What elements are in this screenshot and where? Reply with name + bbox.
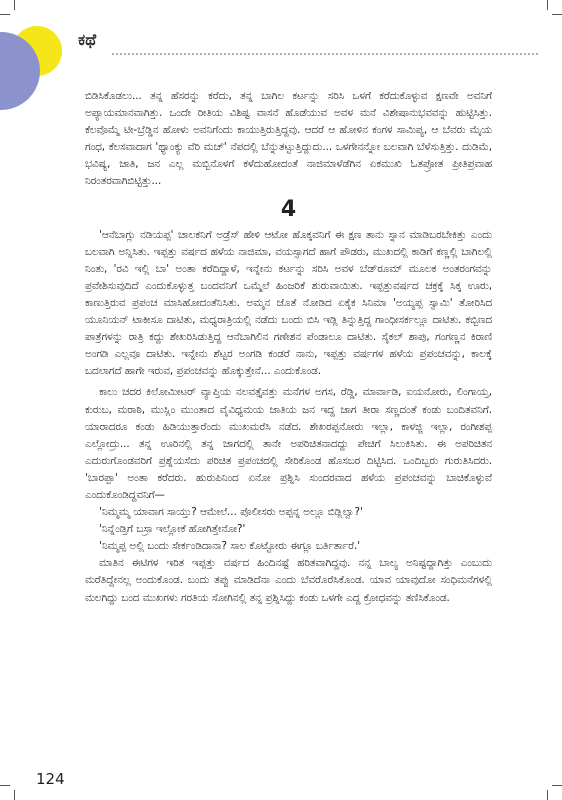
dialogue-line: 'ನಿಮ್ಮಮ್ಮ ಯಾವಾಗ ಸಾಯ್ತು? ಆಮೇಲೆ... ಪೊಲೀಸರು ಅಪ್ಪನ್ನ ಅಲ್ಲೂ ಬಿಡ್ಲಿಲ್ವಾ?' <box>99 506 363 519</box>
crop-mark <box>547 0 548 10</box>
crop-mark <box>0 785 10 786</box>
article-body <box>85 88 492 607</box>
header-dotted-rule <box>112 53 538 55</box>
crop-mark <box>14 790 15 800</box>
page-number: 124 <box>36 770 65 788</box>
paragraph: ಮಾತಿನ ಈಟಿಗಳ ಇರಿತ ಇಪ್ಪತ್ತು ವರ್ಷದ ಹಿಂದಿನಷ್ಟೆ ಹರಿತವಾಗಿದ್ದವು. ನನ್ನ ಬಾಲ್ಯ ಅನಿಷ್ಟದ್ದಾಗಿತ್ತು ಎಂಬುದು ಮರೆತಿದ್ದೇನಲ್ಲ ಅಂದುಕೊಂಡ. ಬಂದು ತಪ್ಪು ಮಾಡಿದೆನಾ ಎಂದು ಬೆವರೊರೆಸಿಕೊಂಡ. ಯಾವ ಯಾವುದೋ ಸಂಧಿಮನೆಗಳಲ್ಲಿ ಮಲಗಿದ್ದು ಬಂದ ಮುಖಗಳು ಗರತಿಯ ಸೋಗಿನಲ್ಲಿ ತನ್ನ ಪ್ರಶ್ನಿಸಿದ್ದು ಕಂಡು ಒಳಗೇ ಎದ್ದ ಕ್ರೋಧವನ್ನು ತಣಿಸಿಕೊಂಡ. <box>85 557 492 604</box>
crop-mark <box>552 785 562 786</box>
dialogue-line: 'ನಿಮ್ಮಪ್ಪ ಅಲ್ಲಿ ಬಂದು ಸೇರ್ಕಂಡಿದಾನಾ? ಸಾಲ ಕೊಟ್ಟೋರು ಈಗ್ಲೂ ಬರ್ತಿರ್ತಾರೆ.' <box>99 540 361 553</box>
section-header-title: ಕಥೆ <box>78 30 97 49</box>
section-number: 4 <box>280 196 297 222</box>
paragraph: ಬಿಡಿಸಿಕೊಡಲು... ತನ್ನ ಹೆಸರನ್ನು ಕರೆದು, ತನ್ನ ಬಾಗಿಲ ಕರ್ಟನ್ನು ಸರಿಸಿ ಒಳಗೆ ಕರೆದುಕೊಳ್ಳುವ ಕ್ಷಣವೇ ಅವನಿಗೆ ಅಪ್ಯಾಯಮಾನವಾಗಿತ್ತು. ಒಂದೇ ರೀತಿಯ ವಿಶಿಷ್ಟ ವಾಸನೆ ಹೊಡೆಯುವ ಅವಳ ಮನೆ ವಿಶೇಷಾನುಭವವನ್ನು ಹುಟ್ಟಿಸಿತ್ತು. ಕೆಲವೊಮ್ಮೆ ಟೀ-ಬ್ರೆಡ್ಡಿನ ಹೋಳು ಅವನಿಗೆಂದು ಕಾಯುತ್ತಿರುತ್ತಿದ್ದವು. ಆದರೆ ಆ ಹೋಳಿನ ಕಂಗಳ ಸಾಮಿಪ್ಯ, ಆ ಬೆವರು ಮೈಯ ಗಂಧ, ಕೆಲಸವಾದಾಗ 'ಥ್ಯಾಂಕ್ಯು ವೆರಿ ಮಚ್' ನೆಪದಲ್ಲಿ ಬೆನ್ನುತಟ್ಟುತ್ತಿದ್ದುದು... ಒಳಗೇನನ್ನೋ ಬಲವಾಗಿ ಬೆಳೆಸುತ್ತಿತ್ತು. ದುಡಿಮೆ, ಭವಿಷ್ಯ, ಜಾತಿ, ಜನ ಎಲ್ಲ ಮಬ್ಬಿನೊಳಗೆ ಕಳೆದುಹೋದಂತೆ ನಾಜಿಮಾಳೆಡೆಗಿನ ಏಕಮುಖಿ ಓತಪ್ರೋತ ಪ್ರೀತಿಪ್ರವಾಹ ನಿರಂತರವಾಗಿಬಿಟ್ಟಿತ್ತು... <box>85 90 492 188</box>
crop-mark <box>0 14 10 15</box>
crop-mark <box>552 14 562 15</box>
dialogue-line: 'ನಿನ್ನೆಂಡ್ತಿಗೆ ಬಸ್ರಾ ಇಲ್ಲೋಕೆ ಹೋಗಿತ್ತೇನೋ?' <box>99 523 246 536</box>
crop-mark <box>547 790 548 800</box>
crop-mark <box>14 0 15 10</box>
paragraph: ಕಾಲು ಚದರ ಕಿಲೋಮೀಟರ್ ವ್ಯಾಪ್ತಿಯ ನಲವತ್ತೈವತ್ತು ಮನೆಗಳ ಅಗಸ, ರೆಡ್ಡಿ, ಮಾರ್ವಾಡಿ, ಐಯನೋರು, ಲಿಂಗಾಯ್ತ, ಕುರುಬ, ಮರಾಠಿ, ಮುಸ್ಲಿಂ ಮುಂತಾದ ವೈವಿಧ್ಯಮಯ ಜಾತಿಯ ಜನ ಇದ್ದ ಜಾಗ ತೀರಾ ಸಣ್ಣದಂತೆ ಕಂಡು ಬಂದಿತವನಿಗೆ. ಯಾರಾದರೂ ಕಂಡು ಹಿಡಿಯುತ್ತಾರೆಂದು ಮುಖಮರೆಸಿ ನಡೆದ. ಶೇಖರಪ್ಪನೋರು ಇಲ್ಲಾ, ಕಾಳಜ್ಜಿ ಇಲ್ಲಾ, ರಂಗೀಶಪ್ಪ ಎಲ್ಲೋದ್ರು... ತನ್ನ ಊರಿನಲ್ಲಿ ತನ್ನ ಜಾಗದಲ್ಲಿ ತಾನೇ ಅಪರಿಚಿತನಾದದ್ದು ಪೇಚಿಗೆ ಸಿಲುಕಿಸಿತು. ಈ ಅಪರಿಚಿತನ ಎದುರುಗೊಂಡವರಿಗೆ ಪ್ರಶ್ನೆಯಸೆದು ಪರಿಚಿತ ಪ್ರಪಂಚದಲ್ಲಿ ಸೇರಿಕೊಂಡ ಹೊಸಬರ ದಿಟ್ಟಿಸಿದ. ಒಂದಿಬ್ಬರು ಗುರುತಿಸಿದರು. 'ಬಾರಪ್ಪಾ' ಅಂತಾ ಕರೆದರು. ಹುರುಪಿನಿಂದ ಏನೋ ಪ್ರಶ್ನಿಸಿ ಸುಂದರವಾದ ಹಳೆಯ ಪ್ರಪಂಚವನ್ನು ಬಾಚಿಕೊಳ್ಳುವೆ ಎಂದುಕೊಂಡಿದ್ದವನಿಗೆ— <box>85 386 492 501</box>
paragraph: 'ಆನೆಬಾಗ್ಲು ನಡಿಯಪ್ಪ' ಚಾಲಕನಿಗೆ ಅಡ್ರೆಸ್ ಹೇಳಿ ಆಟೋ ಹೊಕ್ಕವನಿಗೆ ಈ ಕ್ಷಣ ತಾನು ಸ್ನಾನ ಮಾಡಿಬರಬೇಕಿತ್ತು ಎಂದು ಬಲವಾಗಿ ಅನ್ನಿಸಿತು. ಇಪ್ಪತ್ತು ವರ್ಷದ ಹಳೆಯ ನಾಜಿಮಾ, ವಯಸ್ಸಾಗದೆ ಹಾಗೆ ಪೌಡರು, ಮುಖದಲ್ಲಿ ಕಾಡಿಗೆ ಕಣ್ಣಲ್ಲಿ ಬಾಗಿಲಲ್ಲಿ ನಿಂತು, 'ರವಿ ಇಲ್ಲಿ ಬಾ' ಅಂತಾ ಕರೆದಿದ್ದಾಳೆ, ಇನ್ನೇನು ಕರ್ಟನ್ನು ಸರಿಸಿ ಅವಳ ಬೆಡ್‌ರೂಮ್ ಮೂಲಕ ಅಂತರಂಗವನ್ನು ಪ್ರವೇಶಿಸುವುದಿದೆ ಎಂದುಕೊಳ್ಳುತ್ತ ಬಂದವನಿಗೆ ಒಮ್ಮೆಲೆ ಹಿಂಜರಿಕೆ ಶುರುವಾಯಿತು. ಇಪ್ಪತ್ತುವರ್ಷದ ಚಕ್ರಕ್ಕೆ ಸಿಕ್ಕ ಊರು, ಕಾಣುತ್ತಿರುವ ಪ್ರಪಂಚ ಮಾಸಿಹೋದಂತೆನಿಸಿತು. ಅಮ್ಮನ ಜೊತೆ ನೋಡಿದ ಏಕೈಕ ಸಿನಿಮಾ 'ಅಯ್ಯಪ್ಪ ಸ್ವಾಮಿ' ತೋರಿಸಿದ ಯೂನಿಯನ್ ಟಾಕೀಸೂ ದಾಟಿತು, ಮಧ್ಯರಾತ್ರಿಯಲ್ಲಿ ನಡೆದು ಬಂದು ಬಿಸಿ ಇಡ್ಲಿ ತಿನ್ನುತ್ತಿದ್ದ ಗಾಂಧೀಸರ್ಕಲ್ಲೂ ದಾಟಿತು. ಕಬ್ಬಿಣದ ಪಾತ್ರೆಗಳನ್ನು ರಾತ್ರಿ ಕದ್ದು ಶೇಖರಿಸಿಡುತ್ತಿದ್ದ ಆನೆಬಾಗಿಲಿನ ಗಣೇಶನ ಪೆಂಡಾಲೂ ದಾಟಿತು. ಸೈಕಲ್ ಶಾಪು, ಗಂಗಣ್ಣನ ಕಿರಾಣಿ ಅಂಗಡಿ ಎಲ್ಲವೂ ದಾಟಿತು. ಇನ್ನೇನು ಶೆಟ್ಟರ ಅಂಗಡಿ ಕಂಡರೆ ನಾನು, ಇಪ್ಪತ್ತು ವರ್ಷಗಳ ಹಳೆಯ ಪ್ರಪಂಚವನ್ನು, ಕಾಲಕ್ಕೆ ಬದಲಾಗದೆ ಹಾಗೇ ಇರುವ, ಪ್ರಪಂಚವನ್ನು ಹೊಕ್ಕುತ್ತೇನೆ... ಎಂದುಕೊಂಡ. <box>85 228 492 378</box>
